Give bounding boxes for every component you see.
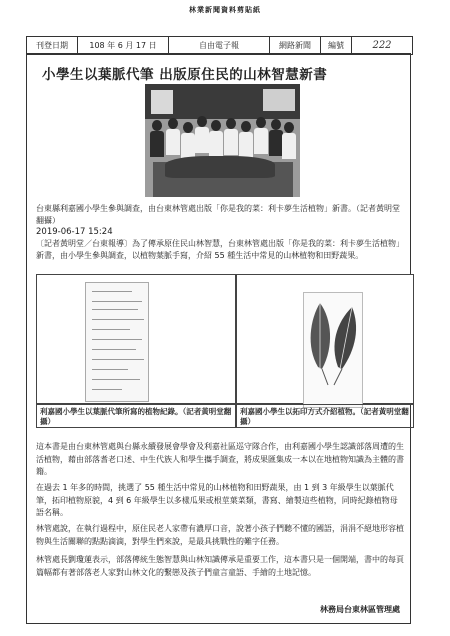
poster	[263, 89, 295, 111]
article-headline: 小學生以葉脈代筆 出版原住民的山林智慧新書	[42, 67, 328, 83]
article-paragraph-2: 這本書是由台東林管處與台縣永續發展會學會及利嘉社區巡守隊合作，由利嘉國小學生認識部落周遭的生活植物，藉由部落耆老口述、中生代族人和學生攜手調查，將成果匯集成一本以在地植物知識為主體的書籍。	[36, 442, 404, 476]
publisher-footer: 林務局台東林區管理處	[320, 605, 400, 614]
leaf-rubbing-drawing	[304, 293, 362, 407]
right-image-caption: 利嘉國小學生以拓印方式介紹植物。（記者黃明堂翻攝）	[236, 404, 414, 428]
article-paragraph-1: 〔記者黃明堂／台東報導〕為了傳承原住民山林智慧，台東林管處出版「你是我的菜：利卡夢生活植物」新書，由小學生參與調查，以植物葉脈手寫，介紹 55 種生活中常見的山林植物和田野蔬果。	[36, 239, 404, 260]
photo-caption: 台東縣利嘉國小學生參與調查，由台東林管處出版「你是我的菜：利卡夢生活植物」新書。（記者黃明堂翻攝）	[36, 204, 400, 225]
window	[151, 90, 173, 114]
date-value: 108 年 6 月 17 日	[78, 37, 169, 54]
date-label: 刊登日期	[27, 37, 78, 54]
article-paragraph-3: 在過去 1 年多的時間，挑選了 55 種生活中常見的山林植物和田野蔬果，由 1 到 3 年級學生以葉脈代筆，拓印植物原貌，4 到 6 年級學生以多樣瓜果或根莖葉菜類，書寫、繪製這些植物，同時紀錄植物母語名稱。	[36, 483, 398, 517]
category: 網路新聞	[270, 37, 321, 54]
left-image-caption: 利嘉國小學生以葉脈代筆所寫的植物紀錄。（記者黃明堂翻攝）	[36, 404, 236, 428]
publish-datetime: 2019-06-17 15:24	[36, 227, 113, 237]
serial-value: 222	[372, 40, 392, 51]
article-paragraph-4: 林管處說，在執行過程中，原住民老人家帶有濃厚口音，說著小孩子們聽不懂的國語，涓涓不絕地形容植物與生活關聯的點點滴滴，對學生們來說，是最具挑戰性的難字任務。	[36, 524, 404, 546]
plants-on-desk	[165, 156, 275, 178]
clipping-sheet-title: 林業新聞資料剪貼紙	[189, 6, 261, 14]
source-name: 自由電子報	[169, 37, 270, 54]
serial-label: 編號	[321, 37, 352, 54]
article-paragraph-5: 林管處長劉瓊蓮表示，部落傳統生態智慧與山林知識傳承是重要工作，這本書只是一個開端，書中的每頁篇幅都有著部落老人家對山林文化的繫戀及孩子們童言童語、手繪的土地記憶。	[36, 555, 404, 577]
leaf-rubbing-card	[303, 292, 363, 408]
leaf-vein-writing-page	[85, 282, 149, 402]
class-group-photo	[145, 84, 300, 197]
